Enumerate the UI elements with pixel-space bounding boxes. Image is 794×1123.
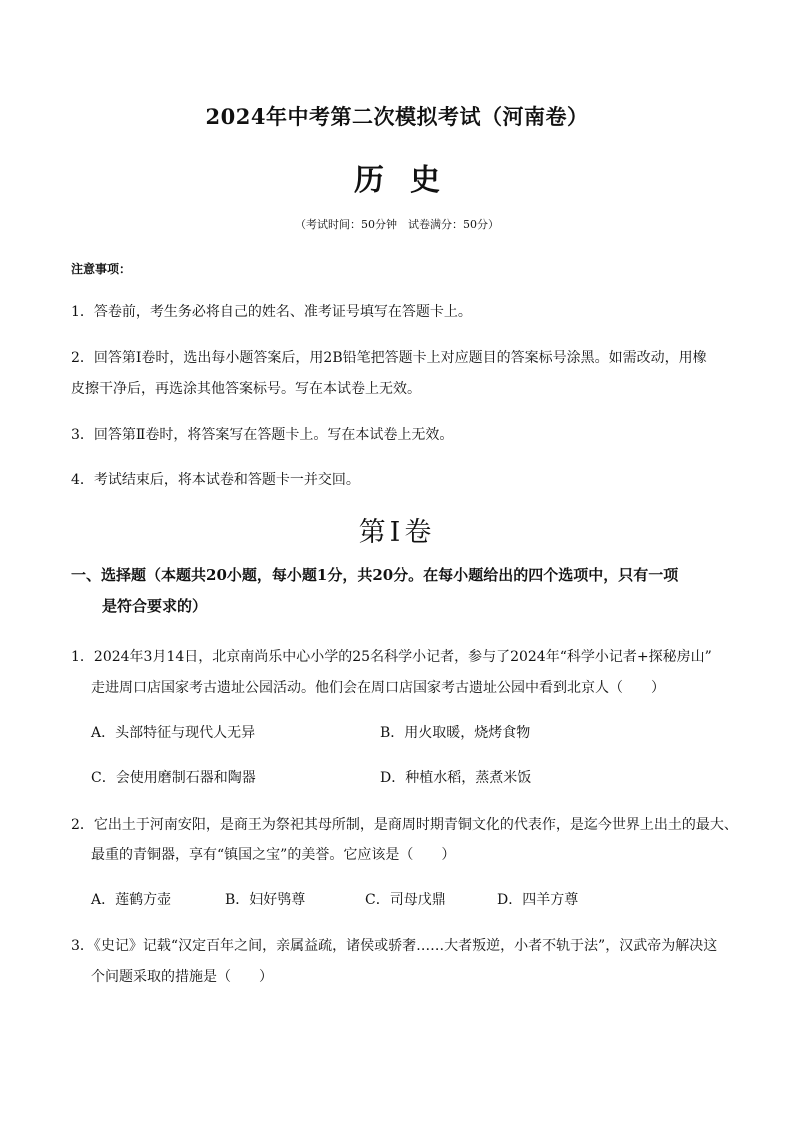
question-2-text: 2．它出土于河南安阳，是商王为祭祀其母所制，是商周时期青铜文化的代表作，是迄今世界上出土的最大、 xyxy=(71,817,738,833)
note-item: 2．回答第Ⅰ卷时，选出每小题答案后，用2B铅笔把答题卡上对应题目的答案标号涂黑。如需改动，用橡 xyxy=(71,350,707,366)
exam-info: （考试时间：50分钟 试卷满分：50分） xyxy=(295,218,499,231)
question-2-option-b: B．妇好鸮尊 xyxy=(225,892,306,908)
note-item-continued: 皮擦干净后，再选涂其他答案标号。写在本试卷上无效。 xyxy=(71,381,421,397)
question-1-text-continued: 走进周口店国家考古遗址公园活动。他们会在周口店国家考古遗址公园中看到北京人（ ） xyxy=(91,680,665,696)
question-1-option-b: B．用火取暖，烧烤食物 xyxy=(380,725,531,741)
question-1-text: 1．2024年3月14日，北京南尚乐中心小学的25名科学小记者，参与了2024年“科学小记者+探秘房山” xyxy=(71,649,712,665)
section-title: 第Ⅰ卷 xyxy=(358,517,436,548)
notes-heading: 注意事项： xyxy=(71,262,132,276)
question-3-text: 3．《史记》记载“汉定百年之间，亲属益疏，诸侯或骄奢……大者叛逆，小者不轨于法”，汉武帝为解决这 xyxy=(71,938,718,954)
question-2-option-c: C．司母戊鼎 xyxy=(365,892,446,908)
question-2-option-d: D．四羊方尊 xyxy=(497,892,579,908)
question-1-option-a: A．头部特征与现代人无异 xyxy=(91,725,256,741)
subject-title: 历史 xyxy=(354,163,466,198)
question-2-text-continued: 最重的青铜器，享有“镇国之宝”的美誉。它应该是（ ） xyxy=(91,847,456,863)
question-1-option-d: D．种植水稻，蒸煮米饭 xyxy=(380,770,532,786)
question-1-option-c: C．会使用磨制石器和陶器 xyxy=(91,770,256,786)
part-heading: 一、选择题（本题共20小题，每小题1分，共20分。在每小题给出的四个选项中，只有一项 xyxy=(71,566,679,584)
note-item: 4．考试结束后，将本试卷和答题卡一并交回。 xyxy=(71,472,360,488)
note-item: 1．答卷前，考生务必将自己的姓名、准考证号填写在答题卡上。 xyxy=(71,304,472,320)
note-item: 3．回答第Ⅱ卷时，将答案写在答题卡上。写在本试卷上无效。 xyxy=(71,427,454,443)
exam-title: 2024年中考第二次模拟考试（河南卷） xyxy=(205,104,589,129)
question-3-text-continued: 个问题采取的措施是（ ） xyxy=(91,969,273,985)
question-2-option-a: A．莲鹤方壶 xyxy=(91,892,172,908)
part-heading-continued: 是符合要求的） xyxy=(102,597,208,615)
